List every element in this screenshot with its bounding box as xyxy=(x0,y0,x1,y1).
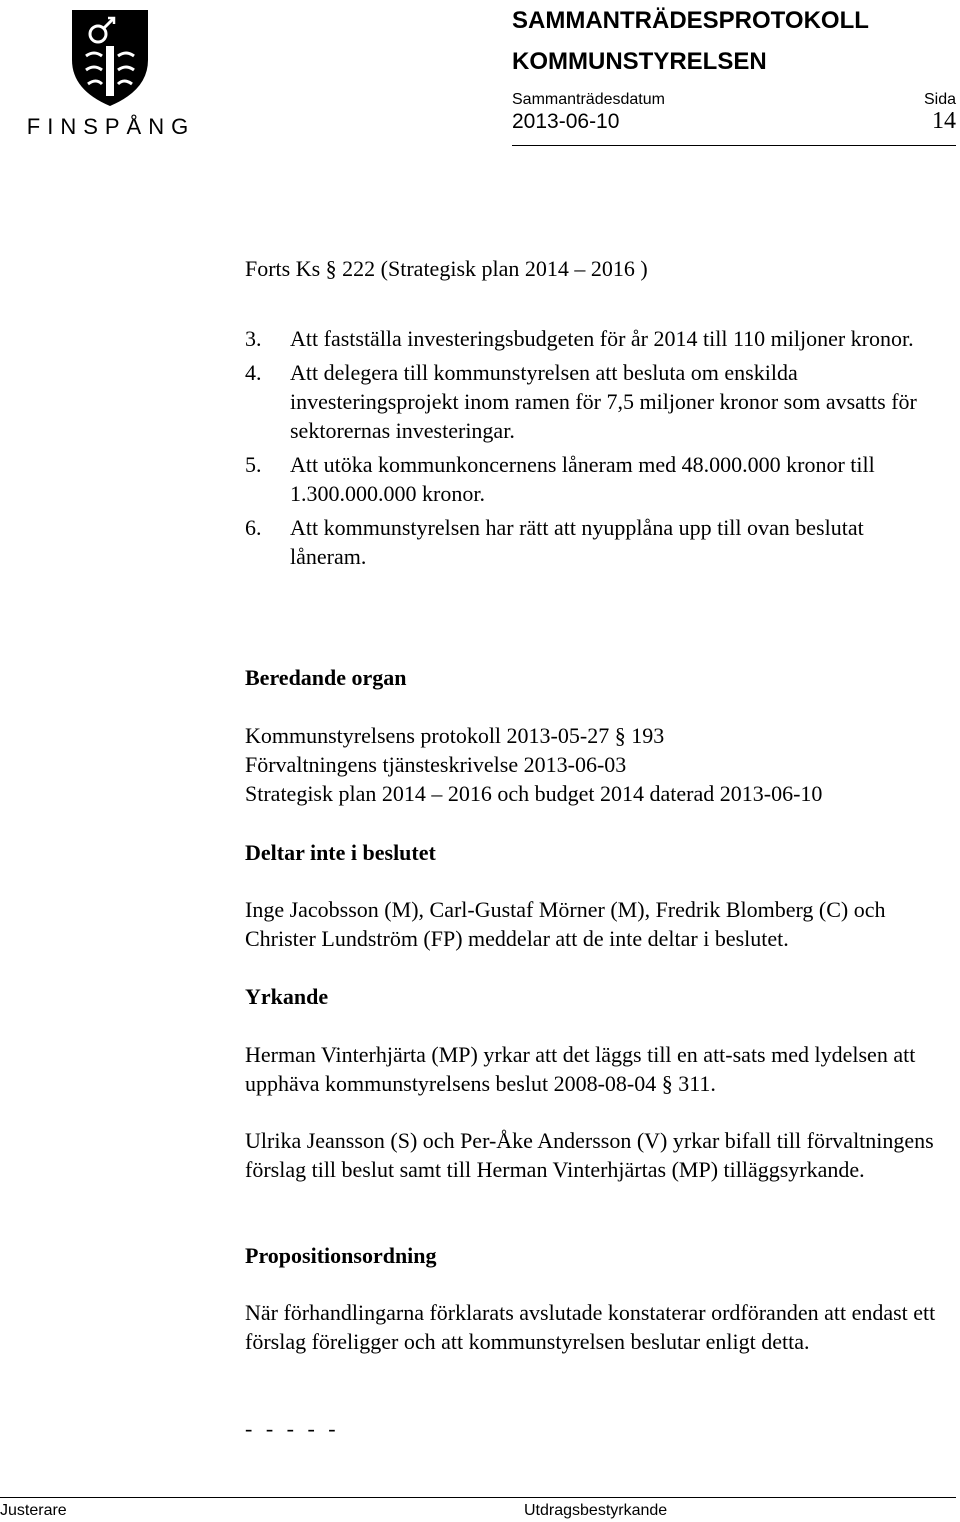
list-item xyxy=(245,358,945,445)
page-label: Sida xyxy=(923,91,956,108)
footer-justerare: Justerare xyxy=(0,1502,67,1519)
list-item-number: 3. xyxy=(245,326,262,351)
list-item xyxy=(245,324,945,353)
yrkande-paragraph-2: Ulrika Jeansson (S) och Per-Åke Andersson (V) yrkar bifall till förvaltningens förslag till beslut samt till Herman Vinterhjärtas (MP) tilläggsyrkande. xyxy=(245,1128,934,1182)
propositions-heading: Propositionsordning xyxy=(245,1243,437,1268)
page-number: 14 xyxy=(932,108,956,134)
finspang-logo xyxy=(26,8,196,139)
header-divider xyxy=(512,145,956,146)
section-reference: Forts Ks § 222 (Strategisk plan 2014 – 2016 ) xyxy=(245,256,648,281)
decision-list xyxy=(245,324,945,576)
deltar-heading: Deltar inte i beslutet xyxy=(245,840,436,865)
document-title: SAMMANTRÄDESPROTOKOLL xyxy=(512,7,869,34)
beredande-heading: Beredande organ xyxy=(245,665,407,690)
list-item-text: Att fastställa investeringsbudgeten för år 2014 till 110 miljoner kronor. xyxy=(290,326,914,351)
end-marker: - - - - - xyxy=(245,1416,340,1441)
list-item-number: 5. xyxy=(245,452,262,477)
meeting-date-label: Sammanträdesdatum xyxy=(512,91,665,108)
footer-utdragsbestyrkande: Utdragsbestyrkande xyxy=(524,1502,668,1519)
list-item-number: 4. xyxy=(245,360,262,385)
deltar-paragraph: Inge Jacobsson (M), Carl-Gustaf Mörner (M), Fredrik Blomberg (C) och Christer Lundström (FP) meddelar att de inte deltar i beslutet. xyxy=(245,897,886,951)
beredande-line: Kommunstyrelsens protokoll 2013-05-27 § 193 xyxy=(245,723,665,748)
list-item-number: 6. xyxy=(245,515,262,540)
beredande-line: Förvaltningens tjänsteskrivelse 2013-06-03 xyxy=(245,752,627,777)
list-item xyxy=(245,450,945,508)
beredande-list xyxy=(245,721,945,808)
footer-divider xyxy=(0,1497,956,1498)
yrkande-paragraph-1: Herman Vinterhjärta (MP) yrkar att det läggs till en att-sats med lydelsen att upphäva kommunstyrelsens beslut 2008-08-04 § 311. xyxy=(245,1042,916,1096)
list-item-text: Att delegera till kommunstyrelsen att besluta om enskilda investeringsprojekt inom ramen för 7,5 miljoner kronor som avsatts för sektorernas investeringar. xyxy=(290,360,917,443)
list-item-text: Att utöka kommunkoncernens låneram med 48.000.000 kronor till 1.300.000.000 kronor. xyxy=(290,452,875,506)
meeting-date: 2013-06-10 xyxy=(512,110,620,133)
logo-wordmark: FINSPÅNG xyxy=(26,114,196,139)
coat-of-arms-icon xyxy=(26,8,196,139)
list-item-text: Att kommunstyrelsen har rätt att nyupplåna upp till ovan beslutat låneram. xyxy=(290,515,864,569)
propositions-paragraph: När förhandlingarna förklarats avslutade konstaterar ordföranden att endast ett förslag föreligger och att kommunstyrelsen beslutar enligt detta. xyxy=(245,1300,936,1354)
committee-name: KOMMUNSTYRELSEN xyxy=(512,48,767,75)
yrkande-heading: Yrkande xyxy=(245,984,329,1009)
beredande-line: Strategisk plan 2014 – 2016 och budget 2014 daterad 2013-06-10 xyxy=(245,781,823,806)
list-item xyxy=(245,513,945,571)
